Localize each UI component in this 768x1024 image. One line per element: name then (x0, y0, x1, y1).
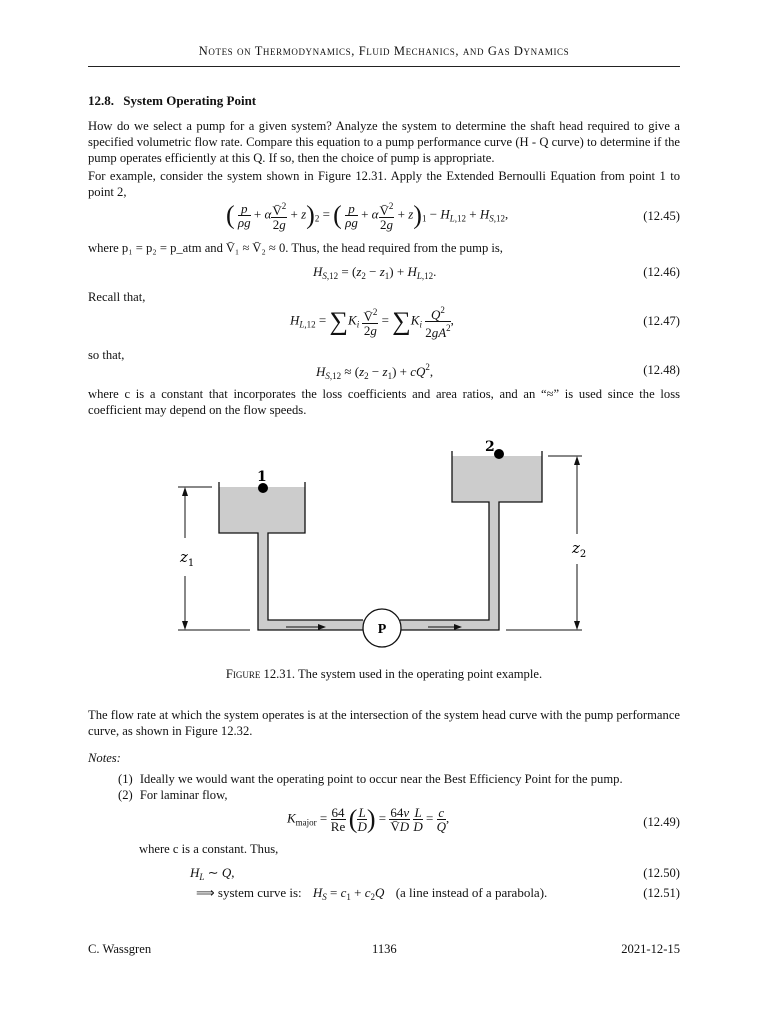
equation-12-46: $H_{S,12} = (z_2 - z_1) + H_{L,12}$. (313, 264, 437, 281)
footer-author: C. Wassgren (88, 942, 152, 956)
so-that-text: so that, (88, 348, 125, 362)
where-c-paragraph: where c is a constant that incorporates the loss coefficients and area ratios, and an “≈” is used since the loss coefficient may depend on the flow speeds. (88, 387, 680, 417)
list-item: (1) Ideally we would want the operating point to occur near the Best Efficiency Point for the pump. (118, 772, 623, 786)
section-title: System Operating Point (123, 93, 257, 108)
header-rule (88, 66, 680, 67)
system-figure (150, 430, 600, 655)
z2-arrowhead-down (574, 621, 580, 630)
caption-text: The system used in the operating point example. (297, 667, 543, 681)
footer-page-number: 1136 (372, 942, 397, 956)
tank-2-water (452, 456, 542, 502)
running-header: Notes on Thermodynamics, Fluid Mechanics, and Gas Dynamics (198, 44, 570, 58)
equation-12-51: ⟹ system curve is: $H_S = c_1 + c_2Q$ (a line instead of a parabola). (196, 885, 548, 902)
equation-12-48: $H_{S,12} \approx (z_2 - z_1) + cQ^2$, (316, 362, 434, 381)
equation-number: (12.46) (643, 265, 680, 279)
equation-12-47: $H_{L,12} = \sum K_i$ $\frac{V̄^2}{2g}$ = $\sum K_i$ $\frac{Q^2}{2gA^2}$ , (290, 305, 454, 340)
where-const-text: where c is a constant. Thus, (139, 842, 279, 856)
intro-paragraph-2: For example, consider the system shown in Figure 12.31. Apply the Extended Bernoulli Equation from point 1 to point 2, (88, 169, 680, 199)
equation-number: (12.50) (643, 866, 680, 880)
equation-number: (12.47) (643, 314, 680, 328)
footer-date: 2021-12-15 (621, 942, 680, 956)
pipe-1-fluid (258, 533, 268, 630)
where-paragraph-1: where p₁ = p₂ = p_atm and V̄₁ ≈ V̄₂ ≈ 0. Thus, the head required from the pump is, (88, 241, 503, 255)
equation-12-49: $K_{major}$ = $\frac{64}{Re}$ ( $\frac{L}{D}$ ) = $\frac{64\nu}{V̄D}$ $\frac{L}{D}$ = $\frac{c}{Q}$ , (287, 804, 450, 834)
caption-prefix: Figure 12.31. (225, 667, 296, 681)
section-number: 12.8. (88, 93, 114, 108)
figure-caption (88, 667, 680, 682)
equation-12-50: $H_L$ ∼ Q, (190, 865, 235, 882)
z2-label: $z_2$ (572, 539, 587, 560)
equation-12-45: ( $\frac{p}{\rho g}$ + α $\frac{V̄^2}{2g}$ + $z)_2$ = ( $\frac{p}{\rho g}$ + α $\frac{V̄^2}{2g}$ + $z)_1 - H_{L,12} + H_{S,12}$, (226, 200, 509, 232)
intro-paragraph-1: How do we select a pump for a given system? Analyze the system to determine the shaft head required to give a specified volumetric flow rate. Compare this equation to a pump performance curve (H - Q curve) to determine if the pump operates efficiently at this Q. If so, then the choice of pump is appropriate. (88, 119, 680, 165)
point-2-marker (494, 449, 504, 459)
equation-number: (12.48) (643, 363, 680, 377)
point-2-label: 2 (485, 439, 495, 455)
tank-1-water (219, 487, 305, 533)
section-heading (88, 93, 256, 109)
z1-arrowhead-up (182, 487, 188, 496)
z1-arrowhead-down (182, 621, 188, 630)
parabola-note: (a line instead of a parabola). (395, 885, 548, 900)
flow-rate-paragraph: The flow rate at which the system operates is at the intersection of the system head curve with the pump performance curve, as shown in Figure 12.32. (88, 708, 680, 738)
z1-label: $z_1$ (180, 548, 195, 569)
equation-number: (12.45) (643, 209, 680, 223)
pump-label: P (377, 622, 387, 637)
implies-text: ⟹ system curve is: (196, 885, 302, 900)
equation-number: (12.51) (643, 886, 680, 900)
notes-label: Notes: (88, 751, 121, 765)
z2-arrowhead-up (574, 456, 580, 465)
list-item: (2) For laminar flow, (118, 788, 228, 802)
pipe-2-fluid (489, 502, 499, 630)
point-1-label: 1 (257, 469, 267, 485)
equation-number: (12.49) (643, 815, 680, 829)
recall-text: Recall that, (88, 290, 146, 304)
